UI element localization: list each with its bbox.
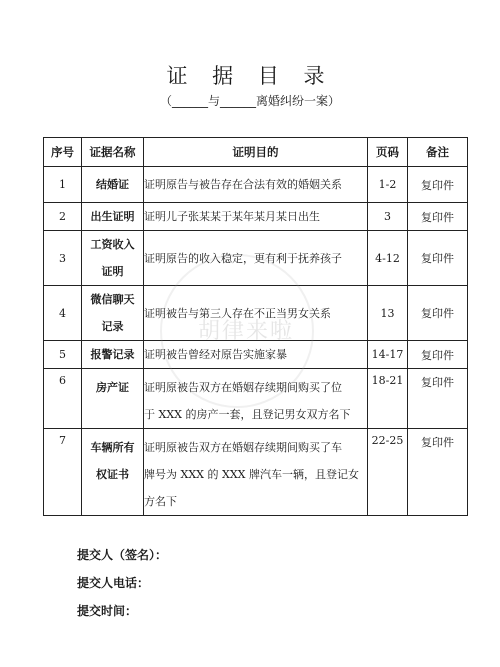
evidence-name-line: 证明	[101, 265, 124, 278]
row-number: 6	[44, 369, 82, 429]
evidence-purpose-line: 证明原被告双方在婚姻存续期间购买了位	[144, 381, 342, 394]
evidence-purpose	[144, 429, 368, 516]
evidence-name	[82, 203, 144, 231]
document-subtitle: （______与______离婚纠纷一案）	[159, 94, 340, 108]
evidence-name	[82, 167, 144, 203]
evidence-name-line: 权证书	[96, 468, 129, 481]
evidence-name-line: 微信聊天	[90, 293, 135, 306]
row-number: 2	[44, 203, 82, 231]
table-row	[44, 341, 468, 369]
submitter-signature-label: 提交人（签名）：	[77, 548, 168, 562]
table-row	[44, 203, 468, 231]
header-pages: 页码	[368, 138, 408, 167]
table-row	[44, 369, 468, 429]
evidence-name-line: 报警记录	[90, 348, 135, 361]
evidence-pages: 3	[368, 203, 408, 231]
evidence-note: 复印件	[408, 429, 468, 516]
evidence-name-line: 记录	[101, 320, 124, 333]
evidence-purpose-line: 牌号为 XXX 的 XXX 牌汽车一辆，且登记女	[144, 468, 359, 481]
evidence-purpose-line: 证明原告与被告存在合法有效的婚姻关系	[144, 178, 342, 191]
table-row	[44, 167, 468, 203]
evidence-purpose-line: 证明儿子张某某于某年某月某日出生	[144, 210, 320, 223]
evidence-purpose-line: 证明被告曾经对原告实施家暴	[144, 348, 287, 361]
evidence-note: 复印件	[408, 167, 468, 203]
evidence-note: 复印件	[408, 203, 468, 231]
evidence-name	[82, 369, 144, 429]
evidence-name-line: 车辆所有	[90, 441, 135, 454]
submission-time-label: 提交时间：	[77, 604, 138, 618]
evidence-pages: 18-21	[368, 369, 408, 429]
evidence-purpose-line: 证明原被告双方在婚姻存续期间购买了车	[144, 441, 342, 454]
evidence-purpose	[144, 369, 368, 429]
watermark-text: 胡律来啦	[198, 319, 295, 344]
evidence-purpose-line: 证明被告与第三人存在不正当男女关系	[144, 306, 331, 320]
table-row	[44, 231, 468, 286]
row-number: 4	[44, 286, 82, 341]
evidence-note: 复印件	[408, 286, 468, 341]
evidence-name-line: 结婚证	[96, 178, 129, 191]
table-body	[44, 167, 468, 516]
header-note: 备注	[408, 138, 468, 167]
evidence-note: 复印件	[408, 231, 468, 286]
table-header-row	[44, 138, 468, 167]
evidence-purpose	[144, 286, 368, 341]
evidence-purpose	[144, 231, 368, 286]
evidence-note: 复印件	[408, 341, 468, 369]
row-number: 7	[44, 429, 82, 516]
table-row	[44, 286, 468, 341]
evidence-name	[82, 429, 144, 516]
document-title: 证 据 目 录	[166, 64, 334, 88]
row-number: 3	[44, 231, 82, 286]
evidence-pages: 13	[368, 286, 408, 341]
evidence-pages: 14-17	[368, 341, 408, 369]
header-purpose: 证明目的	[144, 138, 368, 167]
header-name: 证据名称	[82, 138, 144, 167]
evidence-name	[82, 231, 144, 286]
evidence-purpose	[144, 167, 368, 203]
evidence-purpose-line: 证明原告的收入稳定，更有利于抚养孩子	[144, 251, 342, 265]
table-row	[44, 429, 468, 516]
evidence-pages: 4-12	[368, 231, 408, 286]
evidence-name-line: 出生证明	[90, 210, 135, 223]
evidence-purpose	[144, 341, 368, 369]
evidence-note: 复印件	[408, 369, 468, 429]
evidence-purpose-line: 于 XXX 的房产一套，且登记男女双方名下	[144, 408, 351, 421]
header-no: 序号	[44, 138, 82, 167]
evidence-name	[82, 286, 144, 341]
submitter-phone-label: 提交人电话：	[77, 576, 150, 590]
evidence-table	[43, 137, 468, 516]
evidence-name-line: 房产证	[96, 381, 129, 394]
evidence-name	[82, 341, 144, 369]
row-number: 1	[44, 167, 82, 203]
row-number: 5	[44, 341, 82, 369]
evidence-purpose	[144, 203, 368, 231]
evidence-name-line: 工资收入	[90, 238, 135, 251]
evidence-pages: 22-25	[368, 429, 408, 516]
evidence-purpose-line: 方名下	[144, 495, 177, 508]
evidence-pages: 1-2	[368, 167, 408, 203]
